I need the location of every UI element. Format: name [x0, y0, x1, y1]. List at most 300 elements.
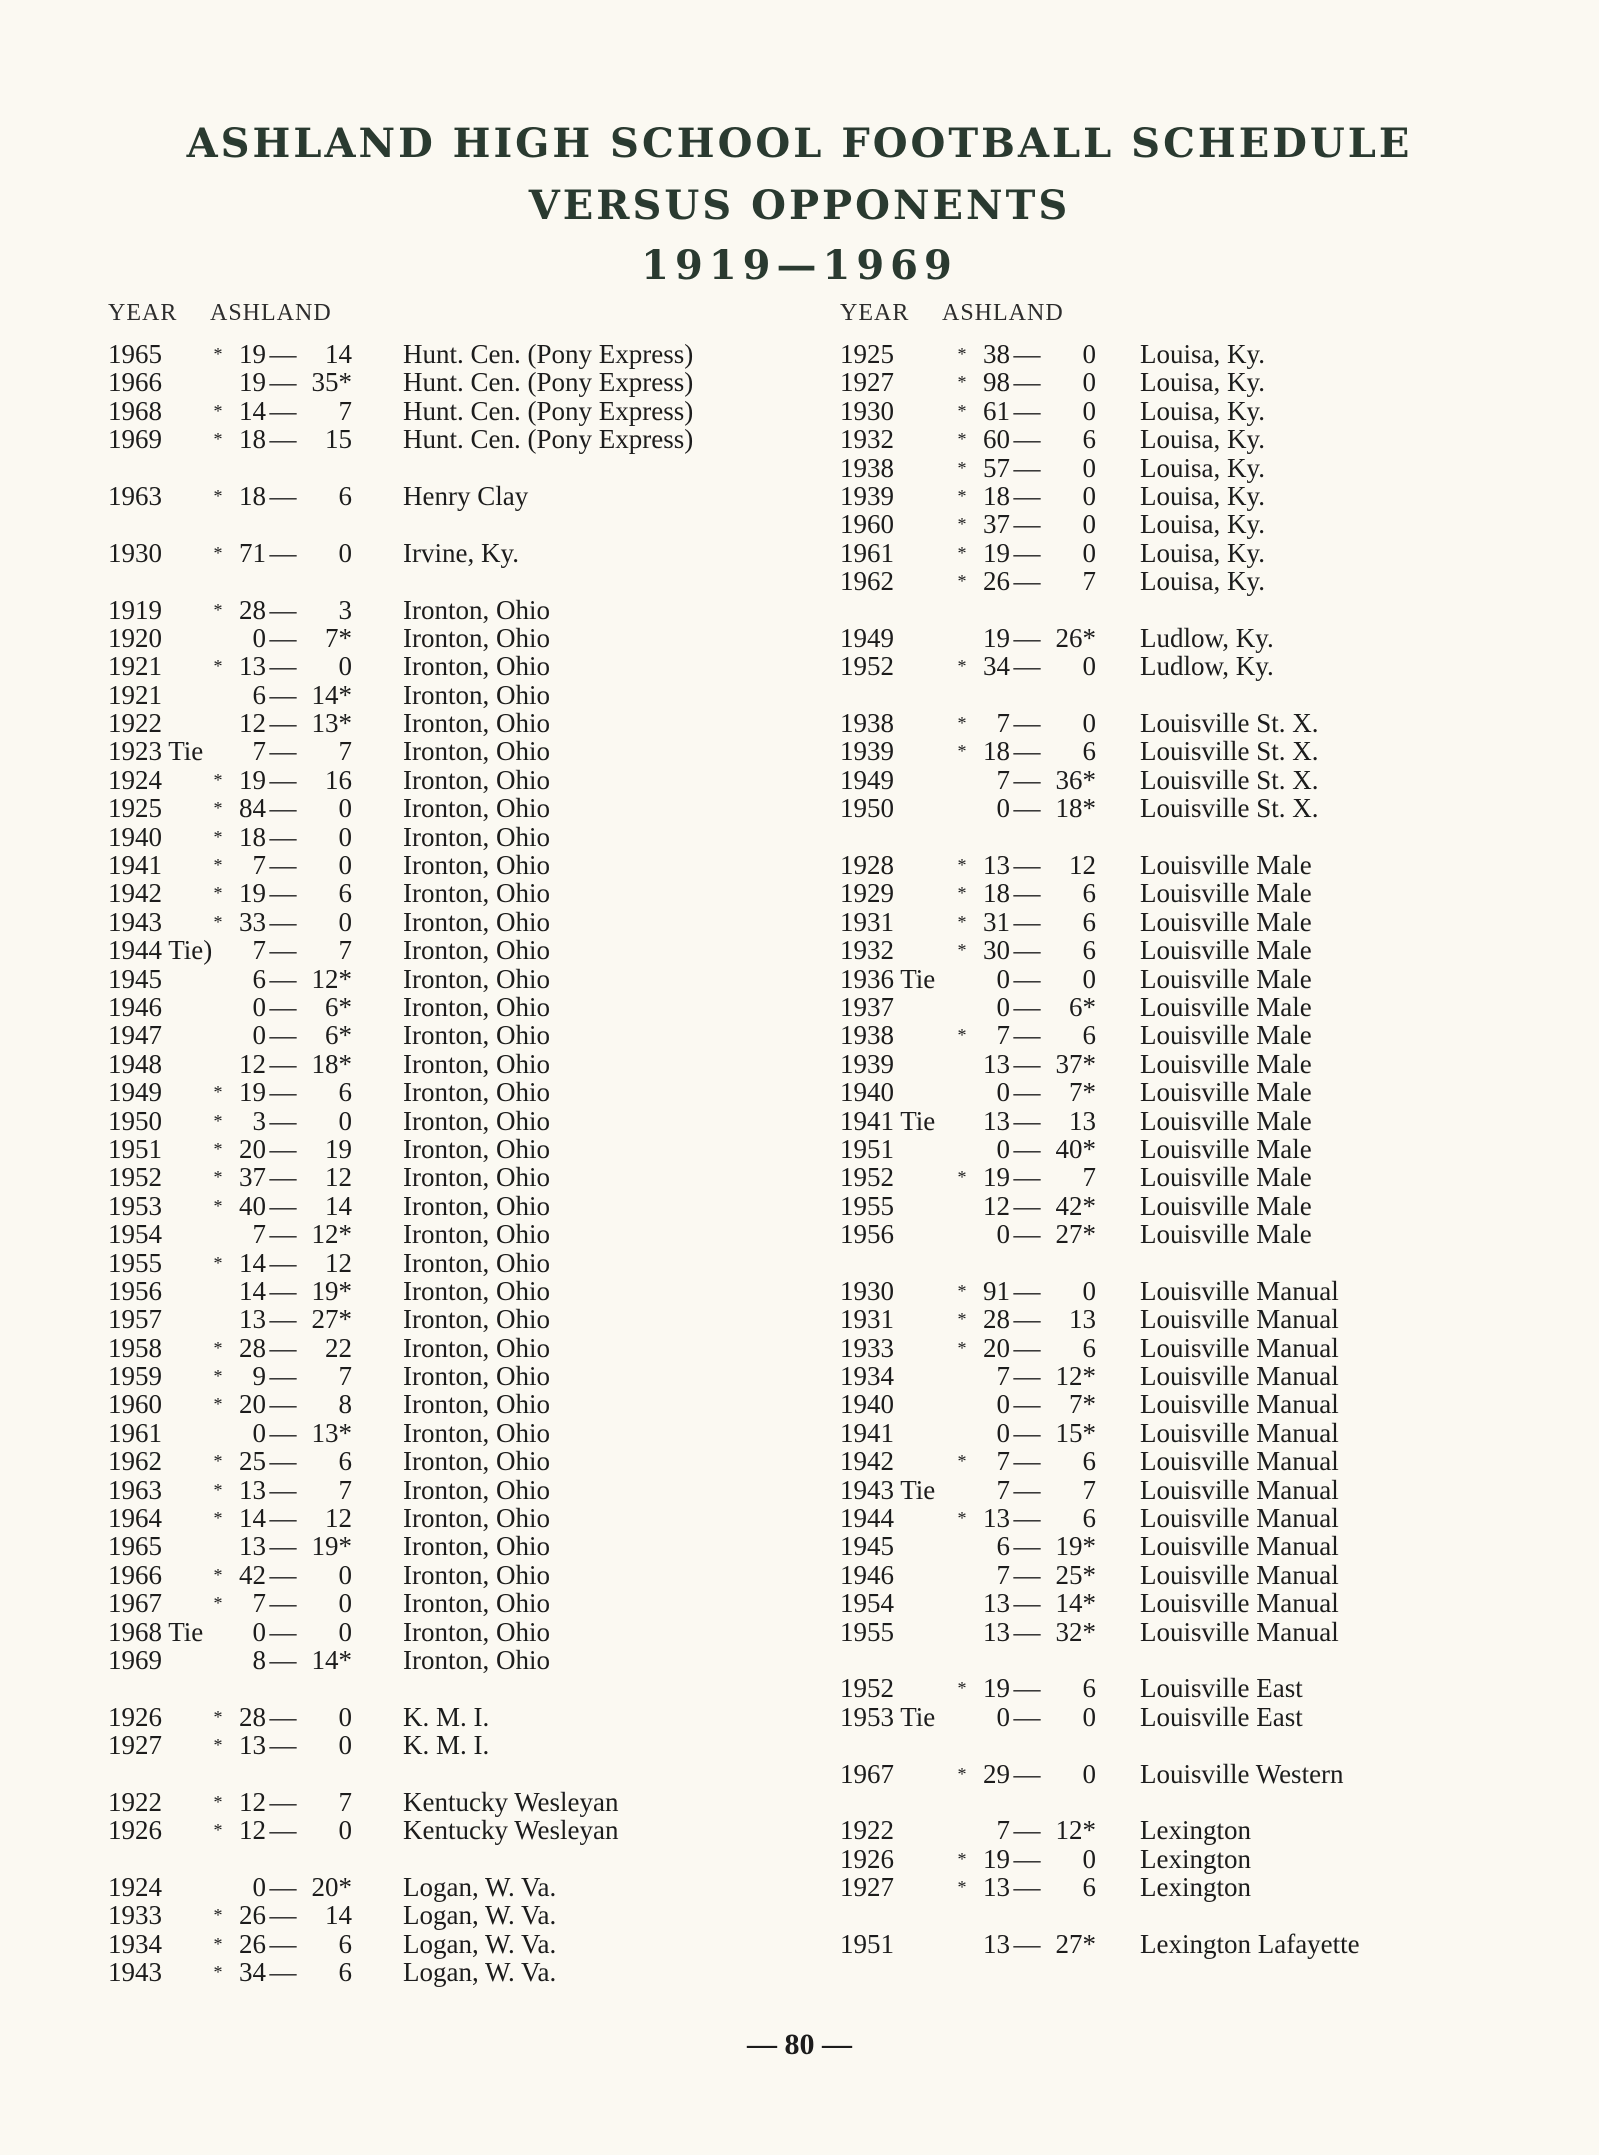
game-row: [840, 1277, 1400, 1305]
opponent-score: 0: [338, 793, 352, 824]
win-marker: *: [957, 457, 967, 478]
game-year: 1939: [840, 1048, 894, 1079]
game-row: [108, 737, 808, 765]
ashland-score: 13: [983, 1928, 1010, 1959]
game-year: 1941 Tie: [840, 1105, 936, 1136]
score-dash: —: [1013, 1304, 1041, 1335]
opponent-group: [108, 539, 808, 567]
opponent-score: 12: [1069, 850, 1096, 881]
game-row: [108, 681, 808, 709]
opponent-group: [840, 1930, 1400, 1958]
opponent-score: 7: [1082, 566, 1096, 597]
game-row: [840, 1135, 1400, 1163]
game-row: [840, 1163, 1400, 1191]
ashland-score: 13: [239, 1730, 266, 1761]
score-dash: —: [269, 764, 297, 795]
win-marker: *: [213, 1791, 223, 1812]
ashland-score: 13: [983, 1588, 1010, 1619]
ashland-score: 0: [252, 991, 266, 1022]
game-row: [840, 737, 1400, 765]
page-subtitle: VERSUS OPPONENTS: [528, 182, 1071, 229]
win-marker: *: [957, 344, 967, 364]
opponent-score: 6: [338, 1446, 352, 1477]
ashland-score: 0: [996, 1219, 1010, 1250]
game-row: [108, 794, 808, 822]
ashland-score: 0: [252, 1616, 266, 1647]
game-year: 1933: [840, 1332, 894, 1363]
game-year: 1924: [108, 1872, 162, 1903]
opponent-name: Kentucky Wesleyan: [403, 1815, 619, 1846]
game-year: 1919: [108, 594, 162, 625]
ashland-score: 3: [252, 1105, 266, 1136]
win-marker: *: [213, 1138, 223, 1159]
opponent-score: 35*: [311, 367, 352, 398]
opponent-name: Ironton, Ohio: [403, 736, 550, 767]
score-dash: —: [1013, 935, 1041, 966]
game-year: 1921: [108, 679, 162, 710]
ashland-score: 33: [239, 906, 266, 937]
win-marker: *: [213, 1366, 223, 1387]
ashland-score: 20: [239, 1133, 266, 1164]
game-year: 1943: [108, 1957, 162, 1988]
opponent-score: 7: [338, 395, 352, 426]
opponent-score: 6*: [325, 991, 352, 1022]
opponent-score: 16: [325, 764, 352, 795]
opponent-name: Louisville East: [1140, 1673, 1303, 1704]
game-year: 1955: [840, 1616, 894, 1647]
game-row: [840, 1362, 1400, 1390]
opponent-score: 6: [338, 878, 352, 909]
ashland-score: 0: [996, 963, 1010, 994]
opponent-name: Louisa, Ky.: [1140, 452, 1265, 483]
opponent-score: 6: [1082, 1446, 1096, 1477]
ashland-score: 7: [996, 1474, 1010, 1505]
win-marker: *: [957, 1508, 967, 1529]
game-year: 1950: [840, 793, 894, 824]
win-marker: *: [213, 1933, 223, 1954]
game-year: 1923 Tie: [108, 736, 204, 767]
game-year: 1925: [108, 793, 162, 824]
opponent-name: Louisville Manual: [1140, 1304, 1339, 1335]
game-row: [108, 1362, 808, 1390]
score-dash: —: [1013, 878, 1041, 909]
game-year: 1952: [840, 651, 894, 682]
column-header: [108, 300, 808, 340]
right-schedule-column: [840, 300, 1400, 1987]
score-dash: —: [1013, 566, 1041, 597]
game-row: [108, 1504, 808, 1532]
opponent-name: Ironton, Ohio: [403, 708, 550, 739]
opponent-score: 19*: [311, 1531, 352, 1562]
opponent-name: Louisville St. X.: [1140, 793, 1319, 824]
game-row: [840, 1021, 1400, 1049]
ashland-score: 26: [239, 1900, 266, 1931]
score-dash: —: [269, 878, 297, 909]
win-marker: *: [213, 798, 223, 819]
opponent-name: Louisville Male: [1140, 878, 1312, 909]
opponent-name: Ironton, Ohio: [403, 1332, 550, 1363]
game-year: 1945: [108, 963, 162, 994]
game-row: [840, 397, 1400, 425]
ashland-score: 7: [252, 850, 266, 881]
right-schedule-body: [840, 340, 1400, 1958]
game-year: 1958: [108, 1332, 162, 1363]
game-year: 1938: [840, 1020, 894, 1051]
opponent-name: Ironton, Ohio: [403, 1446, 550, 1477]
win-marker: *: [213, 1451, 223, 1472]
game-row: [108, 1277, 808, 1305]
game-year: 1953 Tie: [840, 1701, 936, 1732]
win-marker: *: [957, 741, 967, 762]
win-marker: *: [213, 400, 223, 421]
win-marker: *: [213, 1337, 223, 1358]
score-dash: —: [269, 1872, 297, 1903]
game-row: [108, 1050, 808, 1078]
opponent-score: 12: [325, 1247, 352, 1278]
opponent-name: Louisville Manual: [1140, 1332, 1339, 1363]
opponent-score: 7: [338, 736, 352, 767]
game-row: [108, 1646, 808, 1674]
win-marker: *: [957, 656, 967, 677]
game-row: [108, 1618, 808, 1646]
game-year: 1952: [108, 1162, 162, 1193]
opponent-score: 18*: [311, 1048, 352, 1079]
score-dash: —: [1013, 991, 1041, 1022]
opponent-name: Louisville Manual: [1140, 1588, 1339, 1619]
opponent-score: 0: [1082, 367, 1096, 398]
opponent-score: 13: [1069, 1304, 1096, 1335]
win-marker: *: [957, 1451, 967, 1472]
game-year: 1969: [108, 424, 162, 455]
win-marker: *: [957, 1848, 967, 1869]
game-row: [108, 368, 808, 396]
win-marker: *: [213, 826, 223, 847]
opponent-name: Ironton, Ohio: [403, 1531, 550, 1562]
game-row: [840, 1504, 1400, 1532]
opponent-group: [108, 482, 808, 510]
score-dash: —: [1013, 1275, 1041, 1306]
score-dash: —: [269, 1389, 297, 1420]
game-row: [840, 709, 1400, 737]
opponent-score: 0: [338, 537, 352, 568]
year-header: YEAR: [840, 300, 910, 326]
game-year: 1963: [108, 1474, 162, 1505]
ashland-score: 26: [239, 1928, 266, 1959]
ashland-score: 19: [983, 1162, 1010, 1193]
game-year: 1957: [108, 1304, 162, 1335]
game-row: [840, 1305, 1400, 1333]
ashland-score: 13: [239, 651, 266, 682]
opponent-name: Ironton, Ohio: [403, 906, 550, 937]
game-year: 1963: [108, 480, 162, 511]
score-dash: —: [1013, 1190, 1041, 1221]
opponent-name: Ironton, Ohio: [403, 1162, 550, 1193]
opponent-score: 6*: [325, 1020, 352, 1051]
game-row: [108, 908, 808, 936]
game-row: [840, 1078, 1400, 1106]
opponent-score: 0: [338, 906, 352, 937]
game-year: 1927: [108, 1730, 162, 1761]
opponent-score: 0: [338, 821, 352, 852]
game-year: 1967: [840, 1758, 894, 1789]
game-year: 1922: [108, 1786, 162, 1817]
score-dash: —: [269, 935, 297, 966]
game-year: 1930: [840, 1275, 894, 1306]
game-row: [108, 1873, 808, 1901]
game-year: 1965: [108, 1531, 162, 1562]
game-row: [108, 1334, 808, 1362]
game-row: [840, 851, 1400, 879]
opponent-name: Louisville Manual: [1140, 1361, 1339, 1392]
game-year: 1949: [840, 622, 894, 653]
score-dash: —: [269, 480, 297, 511]
game-row: [108, 1192, 808, 1220]
opponent-name: Louisville Manual: [1140, 1389, 1339, 1420]
game-row: [108, 965, 808, 993]
game-row: [108, 1901, 808, 1929]
opponent-score: 27*: [311, 1304, 352, 1335]
opponent-group: [108, 1788, 808, 1845]
opponent-name: K. M. I.: [403, 1701, 490, 1732]
score-dash: —: [1013, 1758, 1041, 1789]
ashland-score: 84: [239, 793, 266, 824]
ashland-header: ASHLAND: [942, 300, 1064, 326]
game-year: 1943: [108, 906, 162, 937]
opponent-name: Louisa, Ky.: [1140, 566, 1265, 597]
game-year: 1938: [840, 452, 894, 483]
score-dash: —: [269, 1957, 297, 1988]
opponent-name: Irvine, Ky.: [403, 537, 519, 568]
score-dash: —: [269, 1361, 297, 1392]
game-year: 1968 Tie: [108, 1616, 204, 1647]
game-row: [840, 908, 1400, 936]
opponent-name: Ironton, Ohio: [403, 1588, 550, 1619]
ashland-score: 57: [983, 452, 1010, 483]
opponent-name: Ironton, Ohio: [403, 935, 550, 966]
win-marker: *: [957, 855, 967, 876]
opponent-score: 0: [1082, 509, 1096, 540]
ashland-score: 13: [983, 850, 1010, 881]
opponent-score: 7*: [325, 622, 352, 653]
win-marker: *: [957, 1877, 967, 1898]
ashland-score: 14: [239, 395, 266, 426]
win-marker: *: [213, 1593, 223, 1614]
ashland-score: 37: [983, 509, 1010, 540]
ashland-score: 7: [252, 1219, 266, 1250]
opponent-score: 6: [338, 1928, 352, 1959]
opponent-score: 7*: [1069, 1077, 1096, 1108]
ashland-score: 12: [983, 1190, 1010, 1221]
ashland-score: 12: [239, 1786, 266, 1817]
game-year: 1952: [840, 1673, 894, 1704]
score-dash: —: [1013, 764, 1041, 795]
opponent-name: Louisville St. X.: [1140, 708, 1319, 739]
score-dash: —: [1013, 622, 1041, 653]
game-year: 1939: [840, 480, 894, 511]
opponent-score: 6: [1082, 878, 1096, 909]
score-dash: —: [269, 367, 297, 398]
opponent-name: Louisville Male: [1140, 1077, 1312, 1108]
game-row: [840, 936, 1400, 964]
score-dash: —: [1013, 1105, 1041, 1136]
score-dash: —: [1013, 1531, 1041, 1562]
game-year: 1940: [108, 821, 162, 852]
game-year: 1941: [108, 850, 162, 881]
opponent-group: [840, 1816, 1400, 1901]
opponent-group: [108, 340, 808, 454]
game-row: [108, 1163, 808, 1191]
win-marker: *: [957, 1025, 967, 1046]
ashland-score: 13: [983, 1503, 1010, 1534]
opponent-name: Ironton, Ohio: [403, 963, 550, 994]
opponent-score: 15: [325, 424, 352, 455]
opponent-score: 13*: [311, 1417, 352, 1448]
opponent-score: 7: [338, 935, 352, 966]
score-dash: —: [1013, 1332, 1041, 1363]
game-year: 1938: [840, 708, 894, 739]
game-row: [840, 340, 1400, 368]
ashland-score: 19: [239, 1077, 266, 1108]
game-row: [108, 539, 808, 567]
ashland-score: 19: [239, 339, 266, 369]
ashland-score: 28: [239, 1332, 266, 1363]
game-row: [840, 1476, 1400, 1504]
opponent-score: 0: [1082, 963, 1096, 994]
opponent-group: [108, 1703, 808, 1760]
opponent-group: [108, 1873, 808, 1987]
game-row: [840, 766, 1400, 794]
game-row: [108, 1107, 808, 1135]
opponent-name: Logan, W. Va.: [403, 1900, 557, 1931]
score-dash: —: [269, 963, 297, 994]
game-row: [840, 1618, 1400, 1646]
opponent-score: 6*: [1069, 991, 1096, 1022]
game-year: 1928: [840, 850, 894, 881]
opponent-group: [840, 340, 1400, 596]
opponent-score: 14: [325, 1900, 352, 1931]
opponent-name: Louisa, Ky.: [1140, 367, 1265, 398]
opponent-score: 6: [338, 480, 352, 511]
score-dash: —: [1013, 736, 1041, 767]
ashland-score: 7: [996, 708, 1010, 739]
win-marker: *: [957, 1763, 967, 1784]
game-row: [840, 510, 1400, 538]
opponent-score: 6: [1082, 935, 1096, 966]
ashland-score: 14: [239, 1275, 266, 1306]
opponent-score: 0: [338, 651, 352, 682]
ashland-score: 0: [252, 1872, 266, 1903]
opponent-name: Louisville Manual: [1140, 1275, 1339, 1306]
win-marker: *: [957, 1678, 967, 1699]
opponent-name: Louisa, Ky.: [1140, 395, 1265, 426]
game-row: [840, 1447, 1400, 1475]
game-row: [840, 1050, 1400, 1078]
ashland-score: 34: [239, 1957, 266, 1988]
game-year: 1969: [108, 1644, 162, 1675]
ashland-score: 31: [983, 906, 1010, 937]
game-row: [108, 1703, 808, 1731]
opponent-name: Ironton, Ohio: [403, 1219, 550, 1250]
opponent-name: Louisville Male: [1140, 1133, 1312, 1164]
opponent-name: Hunt. Cen. (Pony Express): [403, 395, 694, 426]
game-row: [840, 1334, 1400, 1362]
opponent-score: 7: [338, 1361, 352, 1392]
game-row: [108, 766, 808, 794]
score-dash: —: [269, 537, 297, 568]
win-marker: *: [213, 911, 223, 932]
game-row: [840, 1760, 1400, 1788]
win-marker: *: [957, 1309, 967, 1330]
opponent-name: Ironton, Ohio: [403, 878, 550, 909]
game-year: 1954: [840, 1588, 894, 1619]
opponent-name: Logan, W. Va.: [403, 1928, 557, 1959]
game-row: [840, 879, 1400, 907]
win-marker: *: [957, 429, 967, 450]
opponent-name: Louisville Male: [1140, 850, 1312, 881]
win-marker: *: [957, 542, 967, 563]
game-year: 1950: [108, 1105, 162, 1136]
win-marker: *: [213, 1508, 223, 1529]
opponent-name: Ironton, Ohio: [403, 1105, 550, 1136]
score-dash: —: [1013, 708, 1041, 739]
opponent-name: Louisa, Ky.: [1140, 339, 1265, 369]
opponent-name: Ironton, Ohio: [403, 1020, 550, 1051]
ashland-score: 7: [252, 935, 266, 966]
game-row: [840, 1589, 1400, 1617]
opponent-score: 12*: [311, 1219, 352, 1250]
game-year: 1966: [108, 367, 162, 398]
ashland-score: 7: [252, 1588, 266, 1619]
score-dash: —: [269, 821, 297, 852]
score-dash: —: [1013, 963, 1041, 994]
score-dash: —: [1013, 1616, 1041, 1647]
game-row: [108, 1816, 808, 1844]
score-dash: —: [269, 622, 297, 653]
opponent-group: [840, 1760, 1400, 1788]
score-dash: —: [269, 1417, 297, 1448]
ashland-score: 9: [252, 1361, 266, 1392]
win-marker: *: [957, 713, 967, 734]
game-row: [108, 709, 808, 737]
opponent-score: 6: [1082, 1020, 1096, 1051]
game-row: [840, 652, 1400, 680]
opponent-score: 0: [1082, 1701, 1096, 1732]
ashland-score: 0: [996, 1077, 1010, 1108]
game-year: 1960: [108, 1389, 162, 1420]
score-dash: —: [269, 1048, 297, 1079]
game-year: 1964: [108, 1503, 162, 1534]
game-year: 1931: [840, 906, 894, 937]
game-row: [108, 1561, 808, 1589]
opponent-score: 6: [1082, 1673, 1096, 1704]
game-row: [108, 1220, 808, 1248]
opponent-name: Lexington: [1140, 1815, 1251, 1846]
opponent-name: Ironton, Ohio: [403, 651, 550, 682]
game-year: 1937: [840, 991, 894, 1022]
score-dash: —: [269, 736, 297, 767]
opponent-score: 26*: [1055, 622, 1096, 653]
win-marker: *: [213, 1479, 223, 1500]
ashland-score: 19: [983, 1843, 1010, 1874]
opponent-score: 32*: [1055, 1616, 1096, 1647]
game-row: [108, 879, 808, 907]
opponent-score: 6: [1082, 736, 1096, 767]
score-dash: —: [269, 1588, 297, 1619]
ashland-score: 19: [239, 764, 266, 795]
game-row: [840, 1220, 1400, 1248]
game-row: [840, 1107, 1400, 1135]
ashland-score: 12: [239, 1815, 266, 1846]
